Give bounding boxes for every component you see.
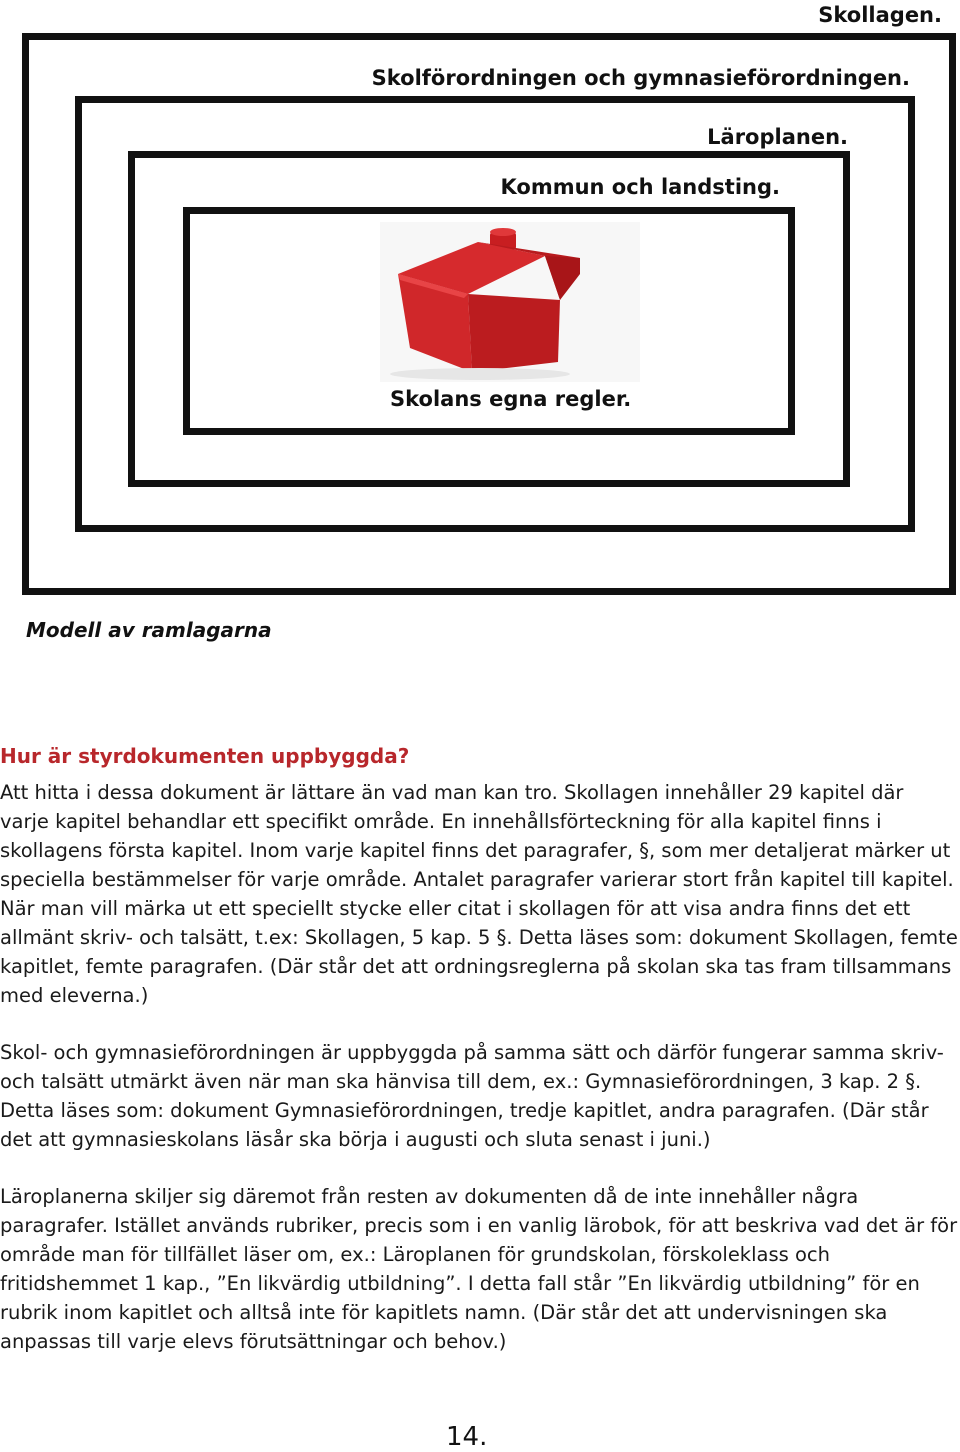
- paragraph-1: Att hitta i dessa dokument är lättare än vad man kan tro. Skollagen innehåller 29 kapitel där varje kapitel behandlar ett specifikt område. En innehållsförteckning för alla kapitel finns i skollagens första kapitel. Inom varje kapitel finns det paragrafer, §, som mer detaljerat märker ut speciella bestämmelser för varje område. Antalet paragrafer varierar stort från kapitel till kapitel. När man vill märka ut ett speciellt stycke eller citat i skollagen för att visa andra finns det ett allmänt skriv- och talsätt, t.ex: Skollagen, 5 kap. 5 §. Detta läses som: dokument Skollagen, femte kapitlet, femte paragrafen. (Där står det att ordningsreglerna på skolan ska tas fram tillsammans med eleverna.): [0, 781, 958, 1007]
- section-heading: Hur är styrdokumenten uppbyggda?: [0, 744, 410, 768]
- label-kommun: Kommun och landsting.: [500, 175, 780, 199]
- label-forordningar: Skolförordningen och gymnasieförordningen.: [371, 66, 910, 90]
- label-skolans-regler: Skolans egna regler.: [390, 387, 632, 411]
- label-laroplanen: Läroplanen.: [707, 125, 848, 149]
- figure-caption: Modell av ramlagarna: [26, 618, 272, 642]
- paragraph-2: Skol- och gymnasieförordningen är uppbyggda på samma sätt och därför fungerar samma skriv- och talsätt utmärkt även när man ska hänvisa till dem, ex.: Gymnasieförordningen, 3 kap. 2 §. Detta läses som: dokument Gymnasieförordningen, tredje kapitlet, andra paragrafen. (Där står det att gymnasieskolans läsår ska börja i augusti och sluta senast i juni.): [0, 1041, 944, 1151]
- page-number: 14.: [446, 1422, 488, 1452]
- paragraph-3: Läroplanerna skiljer sig däremot från resten av dokumenten då de inte innehåller några paragrafer. Istället används rubriker, precis som i en vanlig lärobok, för att beskriva vad det är för område man för tillfället läser om, ex.: Läroplanen för grundskolan, förskoleklass och fritidshemmet 1 kap., ”En likvärdig utbildning”. I detta fall står ”En likvärdig utbildning” för en rubrik inom kapitlet och alltså inte för kapitlets namn. (Där står det att undervisningen ska anpassas till varje elevs förutsättningar och behov.): [0, 1185, 958, 1353]
- red-house-image: [380, 222, 640, 382]
- label-skollagen: Skollagen.: [818, 3, 942, 27]
